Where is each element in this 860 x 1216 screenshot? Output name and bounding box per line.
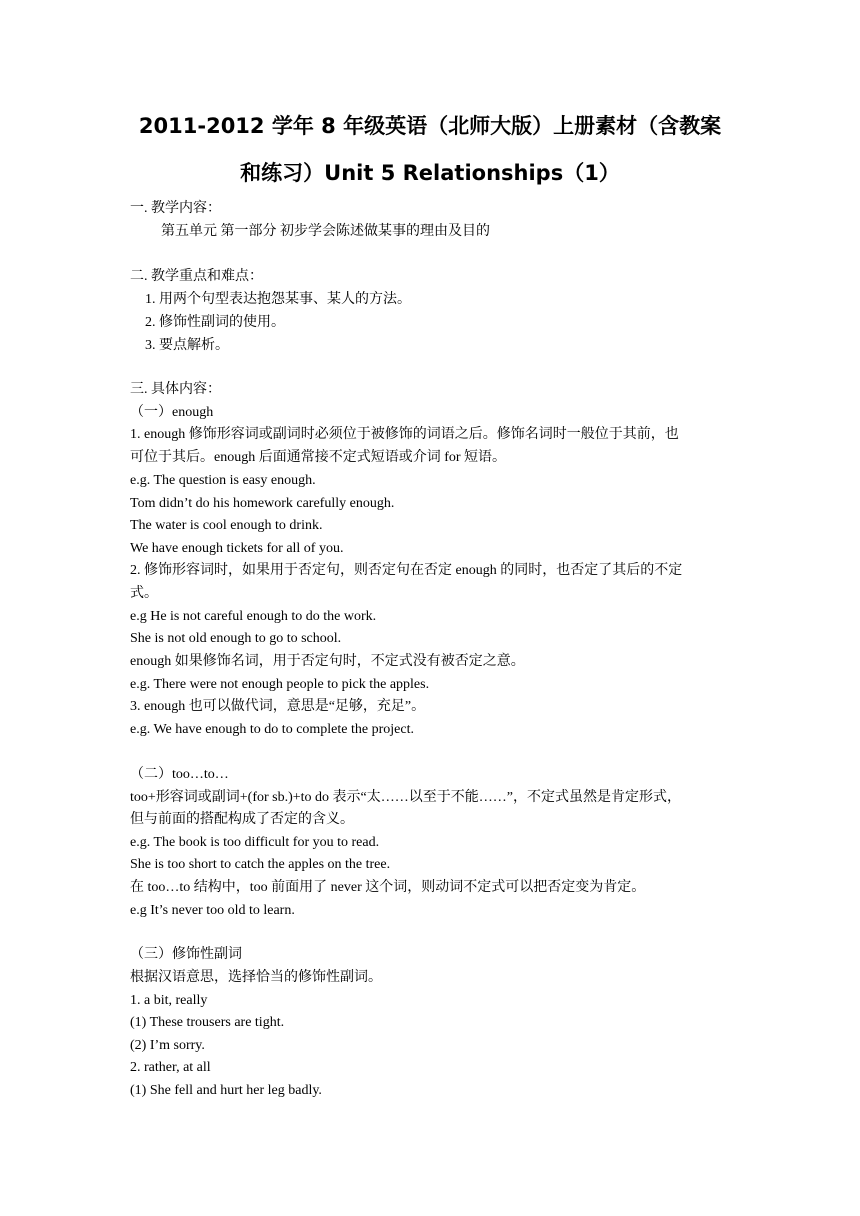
part1-line: e.g. There were not enough people to pick the apples. <box>130 677 430 692</box>
section1-heading: 一. 教学内容： <box>130 201 221 216</box>
document-title-line-1: 2011-2012 学年 8 年级英语（北师大版）上册素材（含教案 <box>138 114 722 138</box>
part1-line: 2. 修饰形容词时，如果用于否定句，则否定句在否定 enough 的同时，也否定了其后的不定 <box>130 563 683 578</box>
part1-line: 1. enough 修饰形容词或副词时必须位于被修饰的词语之后。修饰名词时一般位于其前，也 <box>130 427 679 442</box>
section2-heading: 二. 教学重点和难点： <box>130 269 263 284</box>
part2-line: too+形容词或副词+(for sb.)+to do 表示“太……以至于不能……”，不定式虽然是肯定形式， <box>130 790 681 805</box>
part2-line: e.g It’s never too old to learn. <box>130 903 295 918</box>
part3-line: (1) She fell and hurt her leg badly. <box>130 1083 322 1098</box>
part3-line: 1. a bit, really <box>130 993 208 1008</box>
section2-item: 1. 用两个句型表达抱怨某事、某人的方法。 <box>145 292 411 307</box>
part2-line: e.g. The book is too difficult for you to read. <box>130 835 380 850</box>
section2-item: 2. 修饰性副词的使用。 <box>145 315 285 330</box>
part3-line: (1) These trousers are tight. <box>130 1015 285 1030</box>
part1-line: She is not old enough to go to school. <box>130 631 342 646</box>
part2-line: 但与前面的搭配构成了否定的含义。 <box>130 812 354 827</box>
part1-heading: （一）enough <box>130 405 214 420</box>
part3-heading: （三）修饰性副词 <box>130 947 242 962</box>
part2-line: She is too short to catch the apples on the tree. <box>130 857 391 872</box>
part1-line: e.g. The question is easy enough. <box>130 473 316 488</box>
part2-line: 在 too…to 结构中，too 前面用了 never 这个词，则动词不定式可以把否定变为肯定。 <box>130 880 646 895</box>
part3-line: (2) I’m sorry. <box>130 1038 205 1053</box>
part1-line: enough 如果修饰名词，用于否定句时，不定式没有被否定之意。 <box>130 654 525 669</box>
part2-heading: （二）too…to… <box>130 767 229 782</box>
part1-line: We have enough tickets for all of you. <box>130 541 344 556</box>
part1-line: e.g. We have enough to do to complete the project. <box>130 722 414 737</box>
part3-line: 2. rather, at all <box>130 1060 211 1075</box>
part1-line: The water is cool enough to drink. <box>130 518 323 533</box>
part1-line: 式。 <box>130 586 158 601</box>
section1-content: 第五单元 第一部分 初步学会陈述做某事的理由及目的 <box>161 224 490 239</box>
part1-line: 可位于其后。enough 后面通常接不定式短语或介词 for 短语。 <box>130 450 507 465</box>
part1-line: 3. enough 也可以做代词，意思是“足够，充足”。 <box>130 699 426 714</box>
part1-line: Tom didn’t do his homework carefully enough. <box>130 496 395 511</box>
document-title-line-2: 和练习）Unit 5 Relationships（1） <box>240 161 620 185</box>
section3-heading: 三. 具体内容： <box>130 382 221 397</box>
part1-line: e.g He is not careful enough to do the work. <box>130 609 377 624</box>
part3-line: 根据汉语意思，选择恰当的修饰性副词。 <box>130 970 382 985</box>
section2-item: 3. 要点解析。 <box>145 338 229 353</box>
